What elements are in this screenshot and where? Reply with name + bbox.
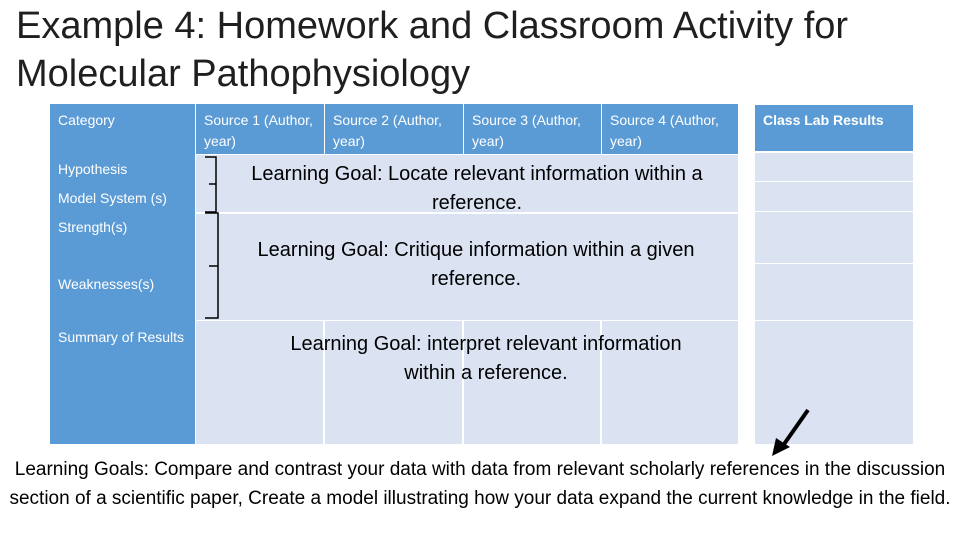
header-category: Category <box>50 104 195 154</box>
slide-title: Example 4: Homework and Classroom Activity for Molecular Pathophysiology <box>16 5 849 95</box>
header-source3: Source 3 (Author, year) <box>464 104 601 154</box>
row-hypothesis: Hypothesis <box>50 153 195 183</box>
header-source4: Source 4 (Author, year) <box>602 104 738 154</box>
header-source2: Source 2 (Author, year) <box>325 104 463 154</box>
header-class-lab: Class Lab Results <box>755 105 913 151</box>
row-strengths: Strength(s) <box>50 211 195 265</box>
row-model-system: Model System (s) <box>50 182 195 212</box>
learning-goal-critique: Learning Goal: Critique information within a given reference. <box>257 239 695 290</box>
row-weaknesses: Weaknesses(s) <box>50 264 195 322</box>
bottom-learning-goals: Learning Goals: Compare and contrast your data with data from relevant scholarly references in the discussion section of a scientific paper, Create a model illustrating how your data expand the current knowledge in the field. <box>9 459 951 509</box>
header-source1: Source 1 (Author, year) <box>196 104 324 154</box>
learning-goal-locate: Learning Goal: Locate relevant information within a reference. <box>251 163 703 214</box>
row-summary: Summary of Results <box>50 321 195 444</box>
learning-goal-interpret: Learning Goal: interpret relevant information within a reference. <box>290 333 682 384</box>
arrow-shaft <box>782 410 808 447</box>
